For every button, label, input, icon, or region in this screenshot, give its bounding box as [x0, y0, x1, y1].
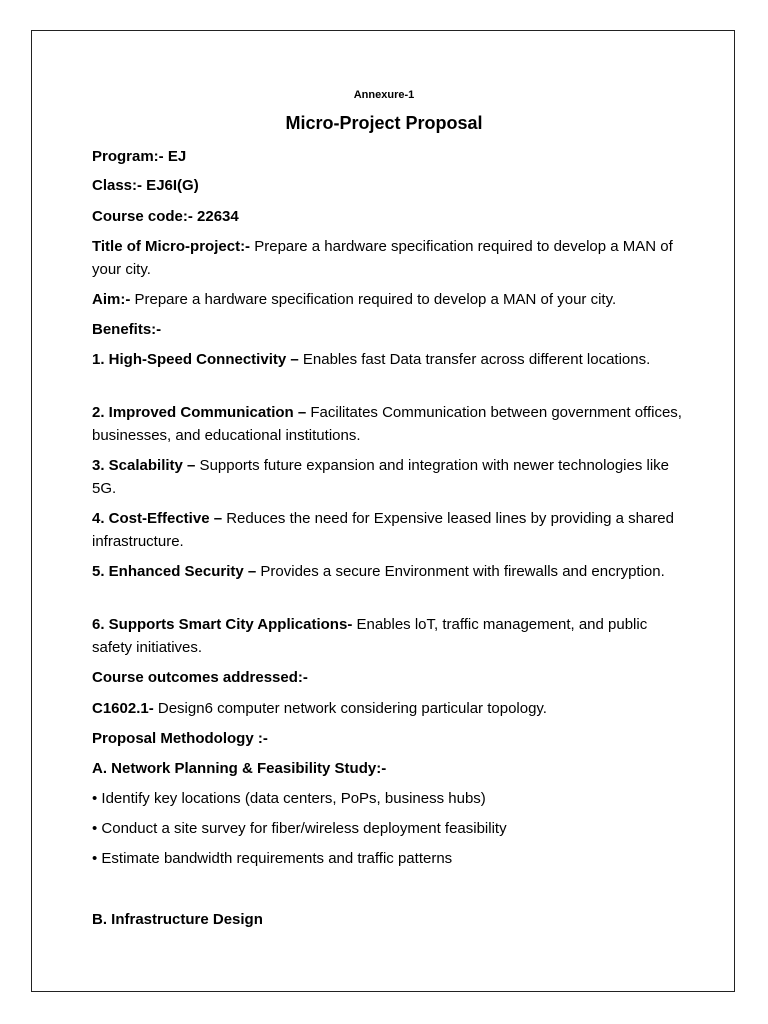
aim-label: Aim:- — [92, 291, 131, 308]
micro-project-title — [92, 235, 687, 281]
outcomes-heading: Course outcomes addressed:- — [92, 669, 308, 686]
aim-line — [92, 288, 687, 311]
benefit-item: 1. High-Speed Connectivity – Enables fast Data transfer across different locations. — [92, 351, 651, 368]
methodology-bullet: • Identify key locations (data centers, PoPs, business hubs) — [92, 790, 486, 807]
methodology-heading: Proposal Methodology :- — [92, 730, 268, 747]
methodology-bullet: • Estimate bandwidth requirements and traffic patterns — [92, 850, 453, 867]
methodology-bullet: • Conduct a site survey for fiber/wireless deployment feasibility — [92, 820, 507, 837]
section-b-heading: B. Infrastructure Design — [92, 911, 263, 928]
aim-text: Prepare a hardware specification required to develop a MAN of your city. — [130, 291, 617, 308]
document-title: Micro-Project Proposal — [285, 113, 483, 133]
course-code-line: Course code:- 22634 — [92, 208, 239, 225]
benefits-heading: Benefits:- — [92, 321, 162, 338]
benefit-item: 2. Improved Communication – Facilitates Communication between government offices, businesses, and educational institutions. — [92, 404, 682, 444]
section-a-heading: A. Network Planning & Feasibility Study:- — [92, 760, 387, 777]
program-line: Program:- EJ — [92, 148, 187, 165]
class-line: Class:- EJ6I(G) — [92, 177, 199, 194]
benefit-item: 5. Enhanced Security – Provides a secure Environment with firewalls and encryption. — [92, 563, 665, 580]
annexure-label: Annexure-1 — [353, 89, 415, 101]
course-outcome: C1602.1- Design6 computer network considering particular topology. — [92, 700, 547, 717]
micro-project-title-text: Prepare a hardware specification required to develop a MAN of your city. — [92, 238, 673, 278]
benefit-item: 3. Scalability – Supports future expansion and integration with newer technologies like 5G. — [92, 457, 670, 497]
benefit-item: 4. Cost-Effective – Reduces the need for Expensive leased lines by providing a shared infrastructure. — [92, 510, 674, 550]
micro-project-title-label: Title of Micro-project:- — [92, 238, 251, 255]
benefit-item: 6. Supports Smart City Applications- Enables loT, traffic management, and public safety initiatives. — [92, 616, 648, 656]
